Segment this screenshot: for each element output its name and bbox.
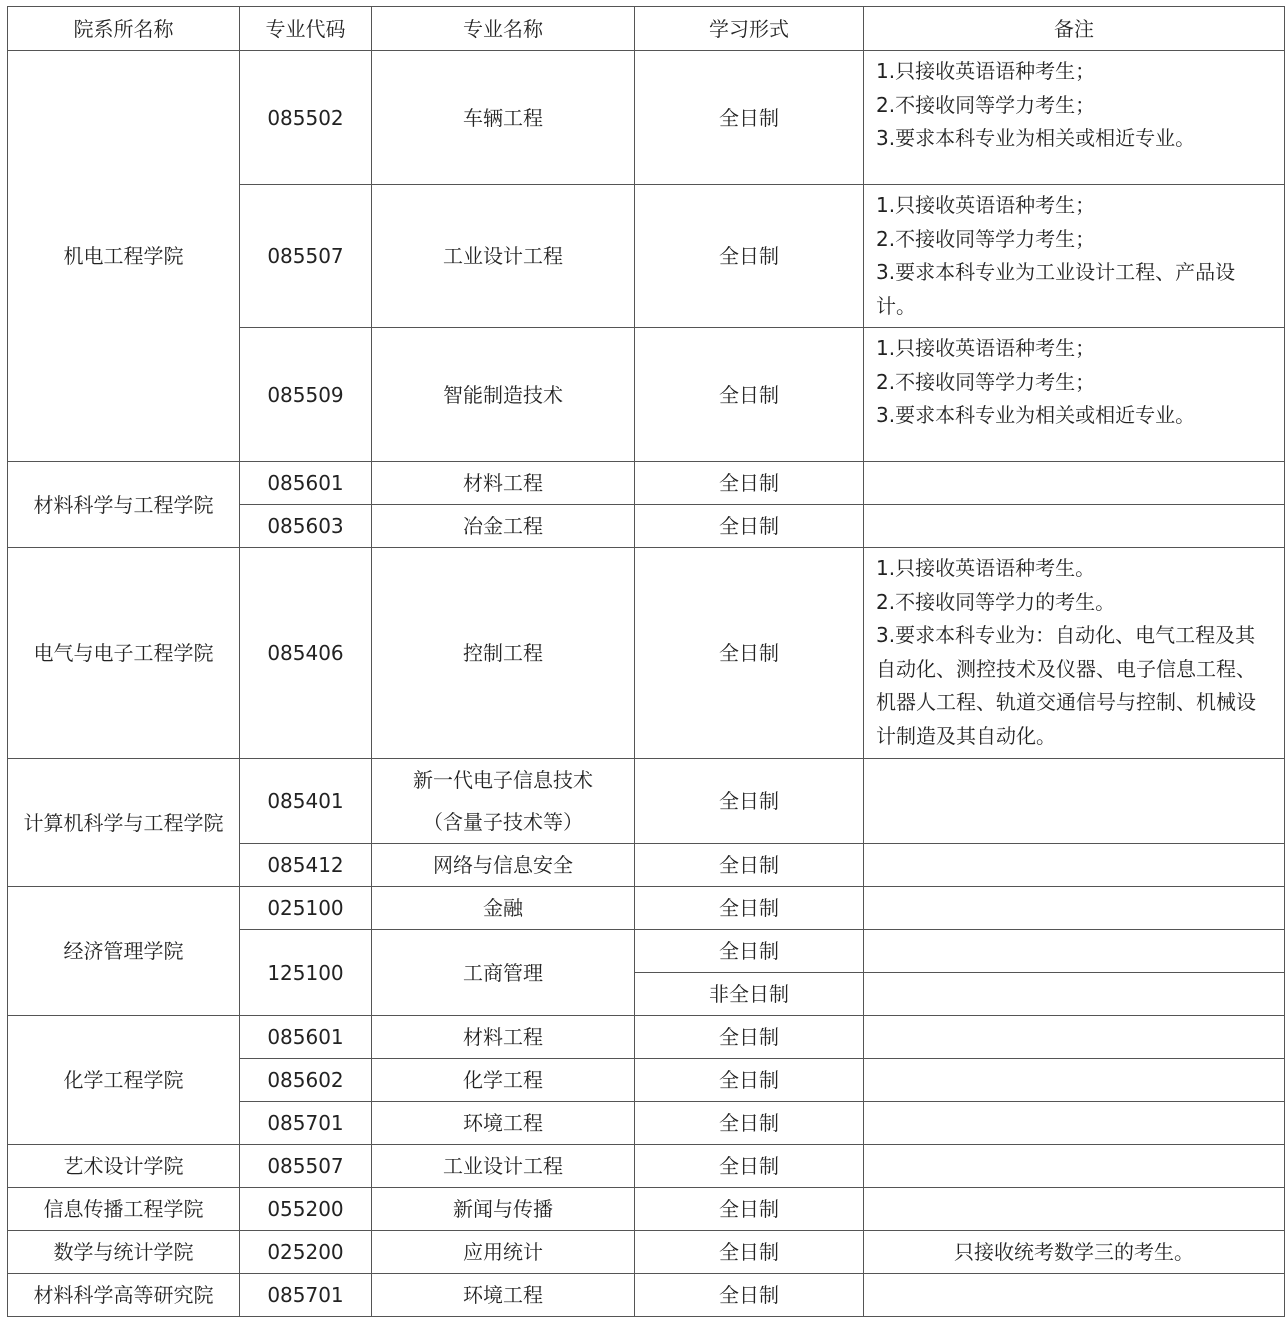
code-cell: 025100 xyxy=(240,887,372,930)
note-cell xyxy=(864,930,1285,973)
table-row xyxy=(8,1231,1285,1274)
note-line: 1.只接收英语语种考生； xyxy=(876,336,1096,360)
table-row xyxy=(8,1145,1285,1188)
dept-cell: 材料科学与工程学院 xyxy=(8,462,240,548)
note-cell xyxy=(864,505,1285,548)
note-cell xyxy=(864,759,1285,844)
note-line: 2.不接收同等学力考生； xyxy=(876,369,1096,394)
note-cell: 只接收统考数学三的考生。 xyxy=(864,1231,1285,1274)
table-row xyxy=(8,1016,1285,1059)
study-mode-cell: 全日制 xyxy=(635,505,864,548)
study-mode-cell: 全日制 xyxy=(635,1274,864,1317)
table-row xyxy=(8,1274,1285,1317)
program-name-cell: 金融 xyxy=(372,887,635,930)
note-cell xyxy=(864,548,1285,759)
note-line: 3.要求本科专业为相关或相近专业。 xyxy=(876,403,1196,427)
table-row xyxy=(8,887,1285,930)
dept-cell: 化学工程学院 xyxy=(8,1016,240,1145)
note-line: 3.要求本科专业为工业设计工程、产品设计。 xyxy=(876,260,1236,318)
study-mode-cell: 全日制 xyxy=(635,1145,864,1188)
code-cell: 085701 xyxy=(240,1274,372,1317)
program-name-cell: 环境工程 xyxy=(372,1274,635,1317)
note-cell xyxy=(864,1188,1285,1231)
note-cell xyxy=(864,328,1285,462)
note-line: 2.不接收同等学力考生； xyxy=(876,92,1096,117)
code-cell: 085412 xyxy=(240,844,372,887)
program-name-cell: 材料工程 xyxy=(372,1016,635,1059)
program-name-cell: 应用统计 xyxy=(372,1231,635,1274)
study-mode-cell: 非全日制 xyxy=(635,973,864,1016)
dept-cell: 机电工程学院 xyxy=(8,51,240,462)
note-cell xyxy=(864,462,1285,505)
dept-cell: 信息传播工程学院 xyxy=(8,1188,240,1231)
note-line: 1.只接收英语语种考生。 xyxy=(876,556,1096,580)
dept-cell: 数学与统计学院 xyxy=(8,1231,240,1274)
code-cell: 085601 xyxy=(240,462,372,505)
program-name-cell xyxy=(372,759,635,844)
study-mode-cell: 全日制 xyxy=(635,185,864,328)
note-line: 1.只接收英语语种考生； xyxy=(876,59,1096,83)
table-row xyxy=(8,1188,1285,1231)
code-cell: 085507 xyxy=(240,185,372,328)
study-mode-cell: 全日制 xyxy=(635,1188,864,1231)
program-name-cell: 工业设计工程 xyxy=(372,1145,635,1188)
program-name-cell: 材料工程 xyxy=(372,462,635,505)
header-dept: 院系所名称 xyxy=(8,7,240,51)
note-line: 2.不接收同等学力的考生。 xyxy=(876,589,1116,614)
code-cell: 085603 xyxy=(240,505,372,548)
note-cell xyxy=(864,1145,1285,1188)
study-mode-cell: 全日制 xyxy=(635,548,864,759)
code-cell: 085507 xyxy=(240,1145,372,1188)
program-name-cell: 网络与信息安全 xyxy=(372,844,635,887)
study-mode-cell: 全日制 xyxy=(635,462,864,505)
study-mode-cell: 全日制 xyxy=(635,1102,864,1145)
header-name: 专业名称 xyxy=(372,7,635,51)
code-cell: 085602 xyxy=(240,1059,372,1102)
program-name-cell: 智能制造技术 xyxy=(372,328,635,462)
note-cell xyxy=(864,973,1285,1016)
note-cell xyxy=(864,1102,1285,1145)
table-row xyxy=(8,759,1285,844)
note-cell xyxy=(864,1274,1285,1317)
study-mode-cell: 全日制 xyxy=(635,1231,864,1274)
program-name-line: （含量子技术等） xyxy=(423,810,583,834)
note-line: 3.要求本科专业为：自动化、电气工程及其自动化、测控技术及仪器、电子信息工程、机器人工程、轨道交通信号与控制、机械设计制造及其自动化。 xyxy=(876,623,1256,748)
note-cell xyxy=(864,1016,1285,1059)
code-cell: 085502 xyxy=(240,51,372,185)
table-row xyxy=(8,548,1285,759)
note-cell xyxy=(864,844,1285,887)
program-name-line: 新一代电子信息技术 xyxy=(413,768,593,792)
code-cell: 085401 xyxy=(240,759,372,844)
note-cell xyxy=(864,185,1285,328)
program-name-cell: 工商管理 xyxy=(372,930,635,1016)
header-mode: 学习形式 xyxy=(635,7,864,51)
note-cell xyxy=(864,887,1285,930)
study-mode-cell: 全日制 xyxy=(635,328,864,462)
study-mode-cell: 全日制 xyxy=(635,887,864,930)
program-name-cell: 环境工程 xyxy=(372,1102,635,1145)
code-cell: 055200 xyxy=(240,1188,372,1231)
header-row xyxy=(8,7,1285,51)
program-table xyxy=(7,6,1285,1317)
program-name-cell: 冶金工程 xyxy=(372,505,635,548)
table-row xyxy=(8,51,1285,185)
dept-cell: 计算机科学与工程学院 xyxy=(8,759,240,887)
program-name-cell: 控制工程 xyxy=(372,548,635,759)
note-line: 1.只接收英语语种考生； xyxy=(876,193,1096,217)
code-cell: 085601 xyxy=(240,1016,372,1059)
code-cell: 085509 xyxy=(240,328,372,462)
note-cell xyxy=(864,51,1285,185)
code-cell: 085701 xyxy=(240,1102,372,1145)
dept-cell: 材料科学高等研究院 xyxy=(8,1274,240,1317)
table-row xyxy=(8,462,1285,505)
dept-cell: 电气与电子工程学院 xyxy=(8,548,240,759)
study-mode-cell: 全日制 xyxy=(635,844,864,887)
study-mode-cell: 全日制 xyxy=(635,1016,864,1059)
study-mode-cell: 全日制 xyxy=(635,1059,864,1102)
study-mode-cell: 全日制 xyxy=(635,51,864,185)
study-mode-cell: 全日制 xyxy=(635,759,864,844)
program-name-cell: 新闻与传播 xyxy=(372,1188,635,1231)
code-cell: 025200 xyxy=(240,1231,372,1274)
program-name-cell: 化学工程 xyxy=(372,1059,635,1102)
header-note: 备注 xyxy=(864,7,1285,51)
note-line: 3.要求本科专业为相关或相近专业。 xyxy=(876,126,1196,150)
dept-cell: 经济管理学院 xyxy=(8,887,240,1016)
code-cell: 125100 xyxy=(240,930,372,1016)
program-name-cell: 工业设计工程 xyxy=(372,185,635,328)
study-mode-cell: 全日制 xyxy=(635,930,864,973)
note-line: 2.不接收同等学力考生； xyxy=(876,226,1096,251)
code-cell: 085406 xyxy=(240,548,372,759)
dept-cell: 艺术设计学院 xyxy=(8,1145,240,1188)
program-name-cell: 车辆工程 xyxy=(372,51,635,185)
header-code: 专业代码 xyxy=(240,7,372,51)
note-cell xyxy=(864,1059,1285,1102)
